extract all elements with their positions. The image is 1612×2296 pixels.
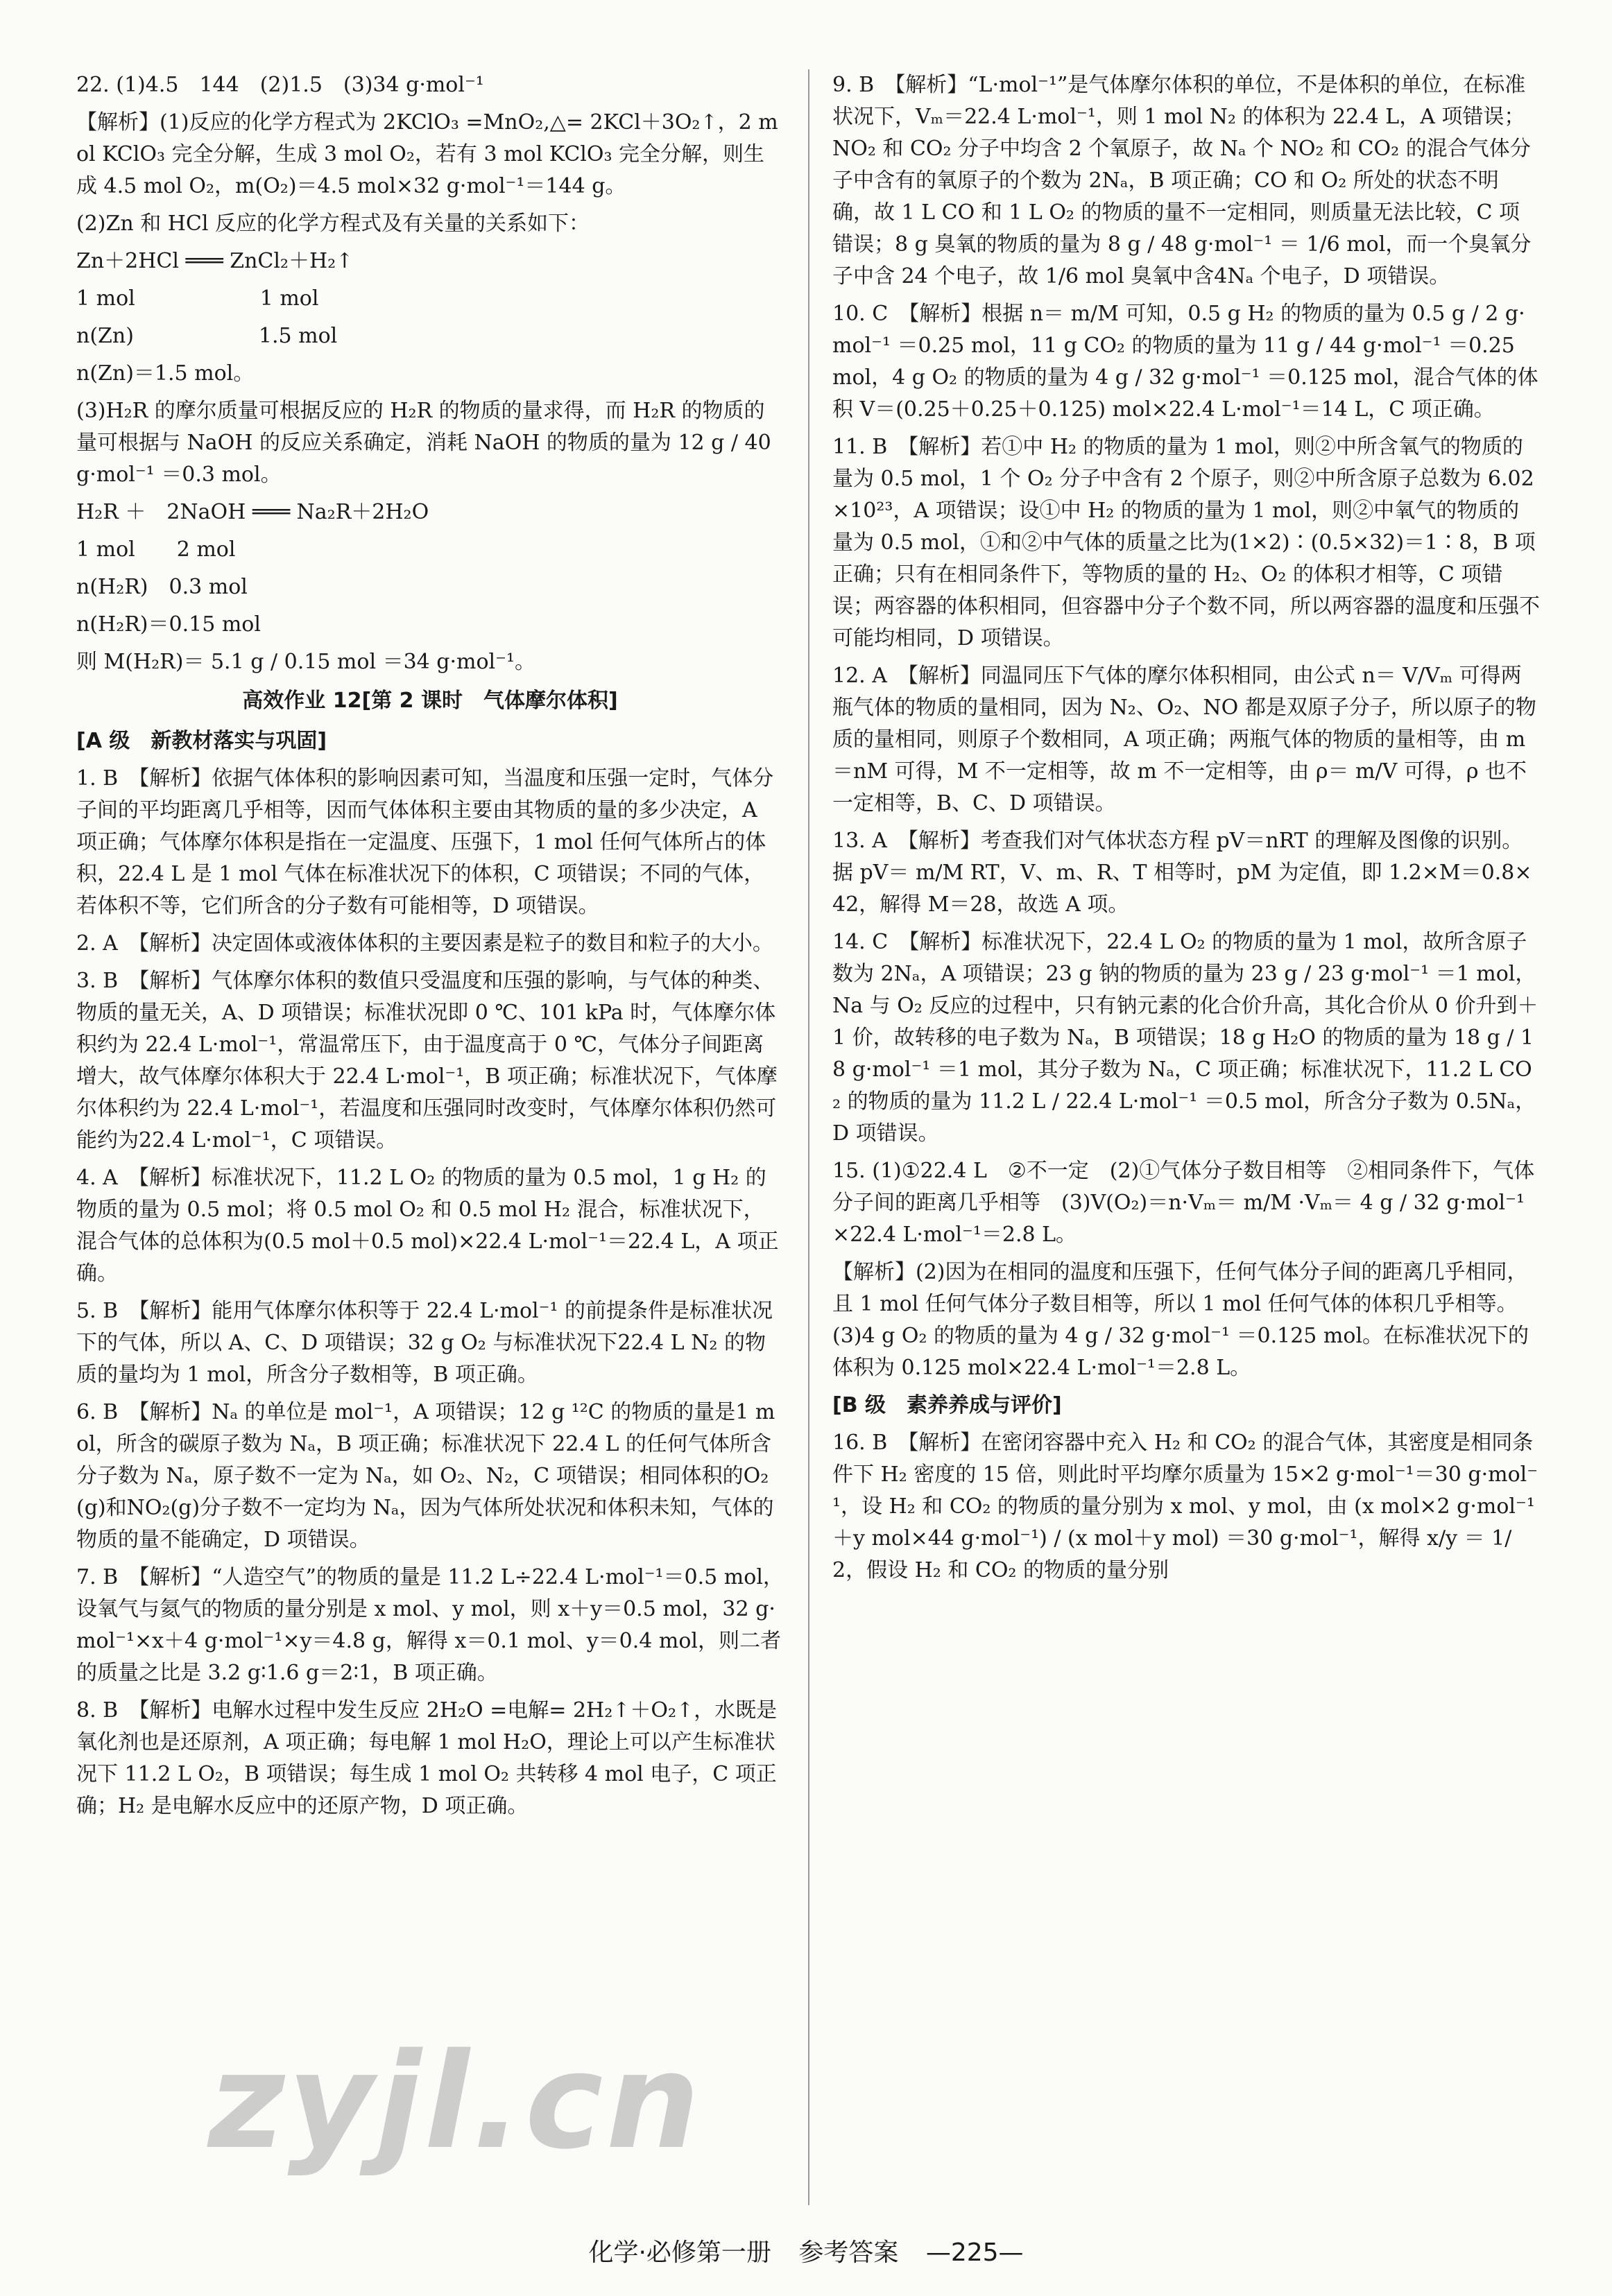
site-watermark: zyjl.cn <box>208 2025 703 2178</box>
footer-section: 参考答案 <box>798 2238 899 2267</box>
equation-zn-hcl: Zn＋2HCl ═══ ZnCl₂＋H₂↑ <box>76 249 354 273</box>
answer-22-analysis-1: 【解析】(1)反应的化学方程式为 2KClO₃ =MnO₂,△= 2KCl＋3O₂↑，2 mol KClO₃ 完全分解，生成 3 mol O₂，若有 3 mol KClO₃ 完全分解，则生成 4.5 mol O₂，m(O₂)＝4.5 mol×32 g·mol⁻¹＝144 g。 <box>76 110 778 198</box>
answer-12: 12. A 【解析】同温同压下气体的摩尔体积相同，由公式 n＝ V/Vₘ 可得两瓶气体的物质的量相同，因为 N₂、O₂、NO 都是双原子分子，所以原子的物质的量相同，则原子个数相同，A 项正确；两瓶气体的物质的量相等，由 m＝nM 可得，M 不一定相等，故 m 不一定相等，由 ρ＝ m/V 可得，ρ 也不一定相等，B、C、D 项错误。 <box>832 664 1536 815</box>
equation-result: n(Zn)＝1.5 mol。 <box>76 361 255 386</box>
answer-22-analysis-3: (3)H₂R 的摩尔质量可根据反应的 H₂R 的物质的量求得，而 H₂R 的物质的量可根据与 NaOH 的反应关系确定，消耗 NaOH 的物质的量为 12 g / 40 g·mol⁻¹ ＝0.3 mol。 <box>76 399 778 487</box>
page-number: —225— <box>925 2238 1024 2267</box>
equation-h2r-naoh: H₂R ＋ 2NaOH ═══ Na₂R＋2H₂O <box>76 500 429 524</box>
grade-b-heading: [B 级 素养养成与评价] <box>832 1393 1062 1417</box>
answer-4: 4. A 【解析】标准状况下，11.2 L O₂ 的物质的量为 0.5 mol，1 g H₂ 的物质的量为 0.5 mol；将 0.5 mol O₂ 和 0.5 mol H₂ 混合，标准状况下，混合气体的总体积为(0.5 mol＋0.5 mol)×22.4 L·mol⁻¹＝22.4 L，A 项正确。 <box>76 1166 779 1286</box>
left-column <box>76 69 784 1828</box>
answer-22: 22. (1)4.5 144 (2)1.5 (3)34 g·mol⁻¹ <box>76 73 484 97</box>
grade-a-heading: [A 级 新教材落实与巩固] <box>76 729 327 753</box>
answer-22-analysis-2: (2)Zn 和 HCl 反应的化学方程式及有关量的关系如下： <box>76 212 590 236</box>
equation-row-4: n(H₂R) 0.3 mol <box>76 575 248 599</box>
equation-row-3: 1 mol 2 mol <box>76 537 236 562</box>
right-column <box>832 69 1540 1592</box>
answer-6: 6. B 【解析】Nₐ 的单位是 mol⁻¹，A 项错误；12 g ¹²C 的物质的量是1 mol，所含的碳原子数为 Nₐ，B 项正确；标准状况下 22.4 L 的任何气体所含分子数为 Nₐ，原子数不一定为 Nₐ，如 O₂、N₂，C 项错误；相同体积的O₂(g)和NO₂(g)分子数不一定均为 Nₐ，因为气体所处状况和体积未知，气体的物质的量不能确定，D 项错误。 <box>76 1400 775 1552</box>
answer-3: 3. B 【解析】气体摩尔体积的数值只受温度和压强的影响，与气体的种类、物质的量无关，A、D 项错误；标准状况即 0 ℃、101 kPa 时，气体摩尔体积约为 22.4 L·mol⁻¹，常温常压下，由于温度高于 0 ℃，气体分子间距离增大，故气体摩尔体积大于 22.4 L·mol⁻¹，B 项正确；标准状况下，气体摩尔体积约为 22.4 L·mol⁻¹，若温度和压强同时改变时，气体摩尔体积仍然可能约为22.4 L·mol⁻¹，C 项错误。 <box>76 969 778 1153</box>
answer-1: 1. B 【解析】依据气体体积的影响因素可知，当温度和压强一定时，气体分子间的平均距离几乎相等，因而气体体积主要由其物质的量的多少决定，A 项正确；气体摩尔体积是指在一定温度、压强下，1 mol 任何气体所占的体积，22.4 L 是 1 mol 气体在标准状况下的体积，C 项错误；不同的气体，若体积不等，它们所含的分子数有可能相等，D 项错误。 <box>76 766 774 918</box>
equation-row-2: n(Zn) 1.5 mol <box>76 324 338 348</box>
answer-11: 11. B 【解析】若①中 H₂ 的物质的量为 1 mol，则②中所含氧气的物质的量为 0.5 mol，1 个 O₂ 分子中含有 2 个原子，则②中所含原子总数为 6.02×10²³，A 项错误；设①中 H₂ 的物质的量为 1 mol，则②中氧气的物质的量为 0.5 mol，①和②中气体的质量之比为(1×2)∶(0.5×32)＝1∶8，B 项正确；只有在相同条件下，等物质的量的 H₂、O₂ 的体积才相等，C 项错误；两容器的体积相同，但容器中分子个数不同，所以两容器的温度和压强不可能均相同，D 项错误。 <box>832 435 1540 650</box>
page-footer <box>0 2233 1612 2268</box>
answer-15-analysis: 【解析】(2)因为在相同的温度和压强下，任何气体分子间的距离几乎相同，且 1 mol 任何气体分子数目相等，所以 1 mol 任何气体的体积几乎相等。(3)4 g O₂ 的物质的量为 4 g / 32 g·mol⁻¹ ＝0.125 mol。在标准状况下的体积为 0.125 mol×22.4 L·mol⁻¹＝2.8 L。 <box>832 1260 1529 1380</box>
answer-2: 2. A 【解析】决定固体或液体体积的主要因素是粒子的数目和粒子的大小。 <box>76 931 773 956</box>
answer-8: 8. B 【解析】电解水过程中发生反应 2H₂O =电解= 2H₂↑＋O₂↑，水既是氧化剂也是还原剂，A 项正确；每电解 1 mol H₂O，理论上可以产生标准状况下 11.2 L O₂，B 项错误；每生成 1 mol O₂ 共转移 4 mol 电子，C 项正确；H₂ 是电解水反应中的还原产物，D 项正确。 <box>76 1698 778 1818</box>
answer-10: 10. C 【解析】根据 n＝ m/M 可知，0.5 g H₂ 的物质的量为 0.5 g / 2 g·mol⁻¹ ＝0.25 mol，11 g CO₂ 的物质的量为 11 g / 44 g·mol⁻¹ ＝0.25 mol，4 g O₂ 的物质的量为 4 g / 32 g·mol⁻¹ ＝0.125 mol，混合气体的体积 V＝(0.25＋0.25＋0.125) mol×22.4 L·mol⁻¹＝14 L，C 项正确。 <box>832 302 1538 422</box>
answer-5: 5. B 【解析】能用气体摩尔体积等于 22.4 L·mol⁻¹ 的前提条件是标准状况下的气体，所以 A、C、D 项错误；32 g O₂ 与标准状况下22.4 L N₂ 的物质的量均为 1 mol，所含分子数相等，B 项正确。 <box>76 1299 773 1387</box>
answer-7: 7. B 【解析】“人造空气”的物质的量是 11.2 L÷22.4 L·mol⁻¹＝0.5 mol，设氧气与氦气的物质的量分别是 x mol、y mol，则 x＋y＝0.5 mol，32 g·mol⁻¹×x＋4 g·mol⁻¹×y＝4.8 g，解得 x＝0.1 mol、y＝0.4 mol，则二者的质量之比是 3.2 g∶1.6 g＝2∶1，B 项正确。 <box>76 1565 784 1685</box>
answer-16: 16. B 【解析】在密闭容器中充入 H₂ 和 CO₂ 的混合气体，其密度是相同条件下 H₂ 密度的 15 倍，则此时平均摩尔质量为 15×2 g·mol⁻¹＝30 g·mol⁻¹，设 H₂ 和 CO₂ 的物质的量分别为 x mol、y mol，由 (x mol×2 g·mol⁻¹＋y mol×44 g·mol⁻¹) / (x mol＋y mol) ＝30 g·mol⁻¹，解得 x/y ＝ 1/2，假设 H₂ 和 CO₂ 的物质的量分别 <box>832 1431 1538 1582</box>
answer-15: 15. (1)①22.4 L ②不一定 (2)①气体分子数目相等 ②相同条件下，气体分子间的距离几乎相等 (3)V(O₂)＝n·Vₘ＝ m/M ·Vₘ＝ 4 g / 32 g·mol⁻¹ ×22.4 L·mol⁻¹＝2.8 L。 <box>832 1159 1535 1247</box>
answer-14: 14. C 【解析】标准状况下，22.4 L O₂ 的物质的量为 1 mol，故所含原子数为 2Nₐ，A 项错误；23 g 钠的物质的量为 23 g / 23 g·mol⁻¹ ＝1 mol，Na 与 O₂ 反应的过程中，只有钠元素的化合价升高，其化合价从 0 价升到＋1 价，故转移的电子数为 Nₐ，B 项错误；18 g H₂O 的物质的量为 18 g / 18 g·mol⁻¹ ＝1 mol，其分子数为 Nₐ，C 项正确；标准状况下，11.2 L CO₂ 的物质的量为 11.2 L / 22.4 L·mol⁻¹ ＝0.5 mol，所含分子数为 0.5Nₐ，D 项错误。 <box>832 930 1538 1146</box>
equation-row-5: n(H₂R)＝0.15 mol <box>76 612 261 637</box>
section-title: 高效作业 12[第 2 课时 气体摩尔体积] <box>242 689 618 713</box>
answer-13: 13. A 【解析】考查我们对气体状态方程 pV＝nRT 的理解及图像的识别。据 pV＝ m/M RT，V、m、R、T 相等时，pM 为定值，即 1.2×M＝0.8×42，解得 M＝28，故选 A 项。 <box>832 829 1532 917</box>
equation-final: 则 M(H₂R)＝ 5.1 g / 0.15 mol ＝34 g·mol⁻¹。 <box>76 650 535 674</box>
answer-9: 9. B 【解析】“L·mol⁻¹”是气体摩尔体积的单位，不是体积的单位，在标准状况下，Vₘ＝22.4 L·mol⁻¹，则 1 mol N₂ 的体积为 22.4 L，A 项错误；NO₂ 和 CO₂ 分子中均含 2 个氧原子，故 Nₐ 个 NO₂ 和 CO₂ 的混合气体分子中含有的氧原子的个数为 2Nₐ，B 项正确；CO 和 O₂ 所处的状态不明确，故 1 L CO 和 1 L O₂ 的物质的量不一定相同，则质量无法比较，C 项错误；8 g 臭氧的物质的量为 8 g / 48 g·mol⁻¹ ＝ 1/6 mol，而一个臭氧分子中含 24 个电子，故 1/6 mol 臭氧中含4Nₐ 个电子，D 项错误。 <box>832 73 1532 288</box>
equation-row-1: 1 mol 1 mol <box>76 286 319 311</box>
column-divider <box>808 69 809 2205</box>
footer-subject: 化学·必修第一册 <box>588 2238 771 2267</box>
